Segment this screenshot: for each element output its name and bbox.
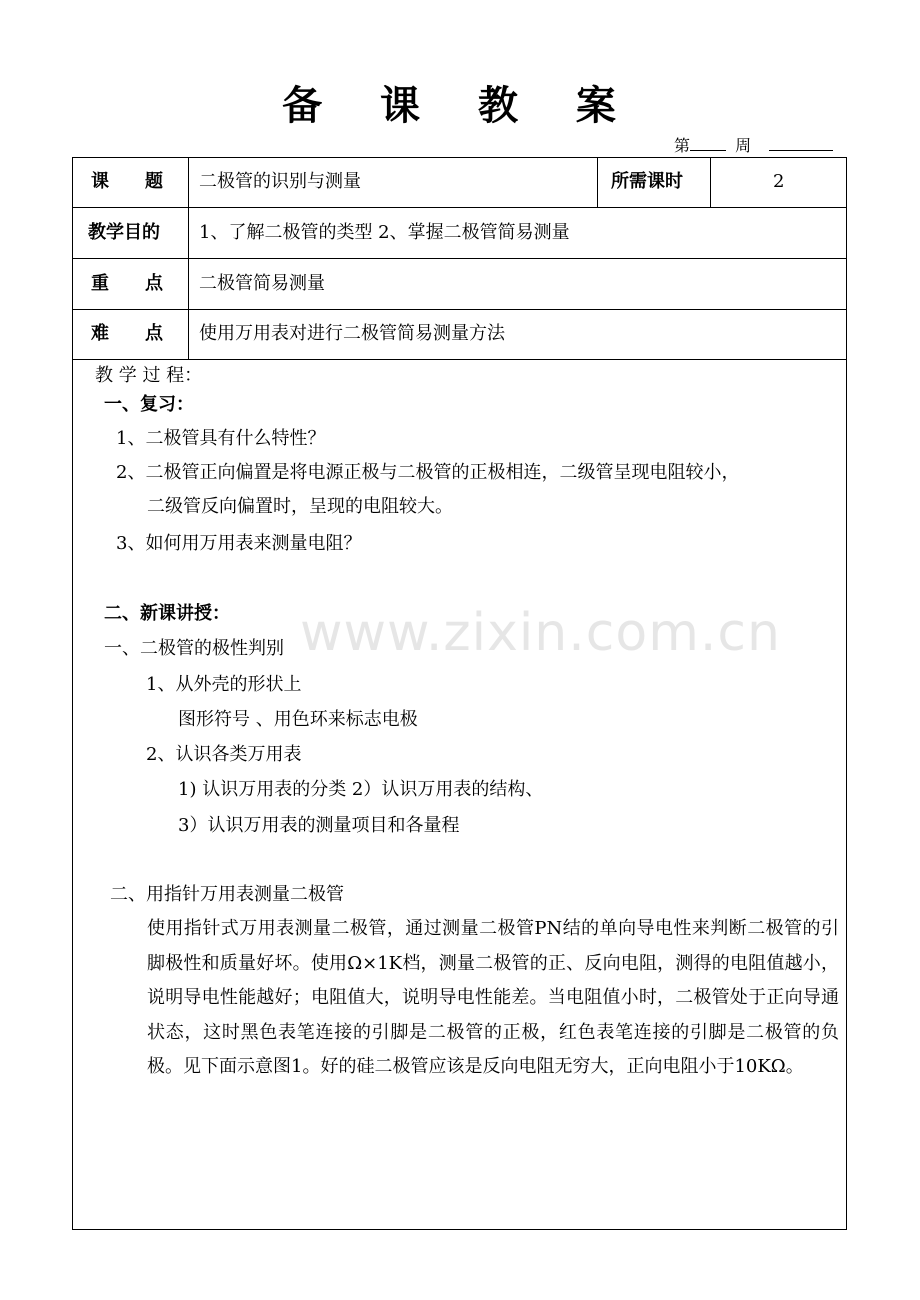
topic-label: 课 题 (91, 171, 163, 192)
review-item: 3、如何用万用表来测量电阻？ (116, 533, 362, 554)
section2-paragraph: 使用指针式万用表测量二极管，通过测量二极管PN结的单向导电性来判断二极管的引脚极性和质量好坏。使用Ω×1K档，测量二极管的正、反向电阻，测得的电阻值越小，说明导电性能越好；电阻值大，说明导电性能差。当电阻值小时，二极管处于正向导通状态，这时黑色表笔连接的引脚是二极管的正极，红色表笔连接的引脚是二极管的负极。见下面示意图1。好的硅二极管应该是反向电阻无穷大，正向电阻小于10KΩ。 (147, 918, 839, 1077)
topic-value: 二极管的识别与测量 (199, 171, 361, 192)
week-number-blank (690, 136, 726, 151)
new-lesson-title: 二、新课讲授： (104, 603, 230, 624)
section1-item: 1) 认识万用表的分类 2）认识万用表的结构、 (178, 779, 544, 800)
document-title: 备 课 教 案 (282, 82, 638, 129)
row-divider (72, 359, 847, 360)
week-zhou: 周 (735, 136, 752, 155)
section1-item: 3）认识万用表的测量项目和各量程 (178, 815, 460, 836)
review-item: 2、二极管正向偏置是将电源正极与二极管的正极相连，二级管呈现电阻较小， (116, 462, 740, 483)
section1-item: 2、认识各类万用表 (146, 744, 302, 765)
column-divider (597, 157, 598, 207)
section1-title: 一、二极管的极性判别 (104, 638, 284, 659)
section1-item: 1、从外壳的形状上 (146, 674, 302, 695)
review-item: 二级管反向偏置时，呈现的电阻较大。 (147, 496, 453, 517)
week-line (674, 133, 833, 156)
hours-label: 所需课时 (611, 171, 683, 192)
week-day-blank (769, 136, 833, 151)
key-point-value: 二极管简易测量 (199, 273, 325, 294)
difficulty-value: 使用万用表对进行二极管简易测量方法 (199, 323, 505, 344)
column-divider (188, 157, 189, 359)
review-title: 一、复习： (104, 394, 194, 415)
hours-value: 2 (773, 171, 785, 192)
goal-value: 1、了解二极管的类型 2、掌握二极管简易测量 (199, 222, 570, 243)
process-heading: 教 学 过 程： (95, 365, 203, 386)
difficulty-label: 难 点 (91, 323, 163, 344)
review-item: 1、二极管具有什么特性？ (116, 428, 326, 449)
column-divider (710, 157, 711, 207)
week-di: 第 (674, 136, 691, 155)
section2-title: 二、用指针万用表测量二极管 (110, 884, 344, 905)
goal-label: 教学目的 (88, 222, 160, 243)
key-point-label: 重 点 (91, 273, 163, 294)
section1-item: 图形符号 、用色环来标志电极 (178, 709, 418, 730)
watermark: www.zixin.com.cn (300, 603, 781, 663)
